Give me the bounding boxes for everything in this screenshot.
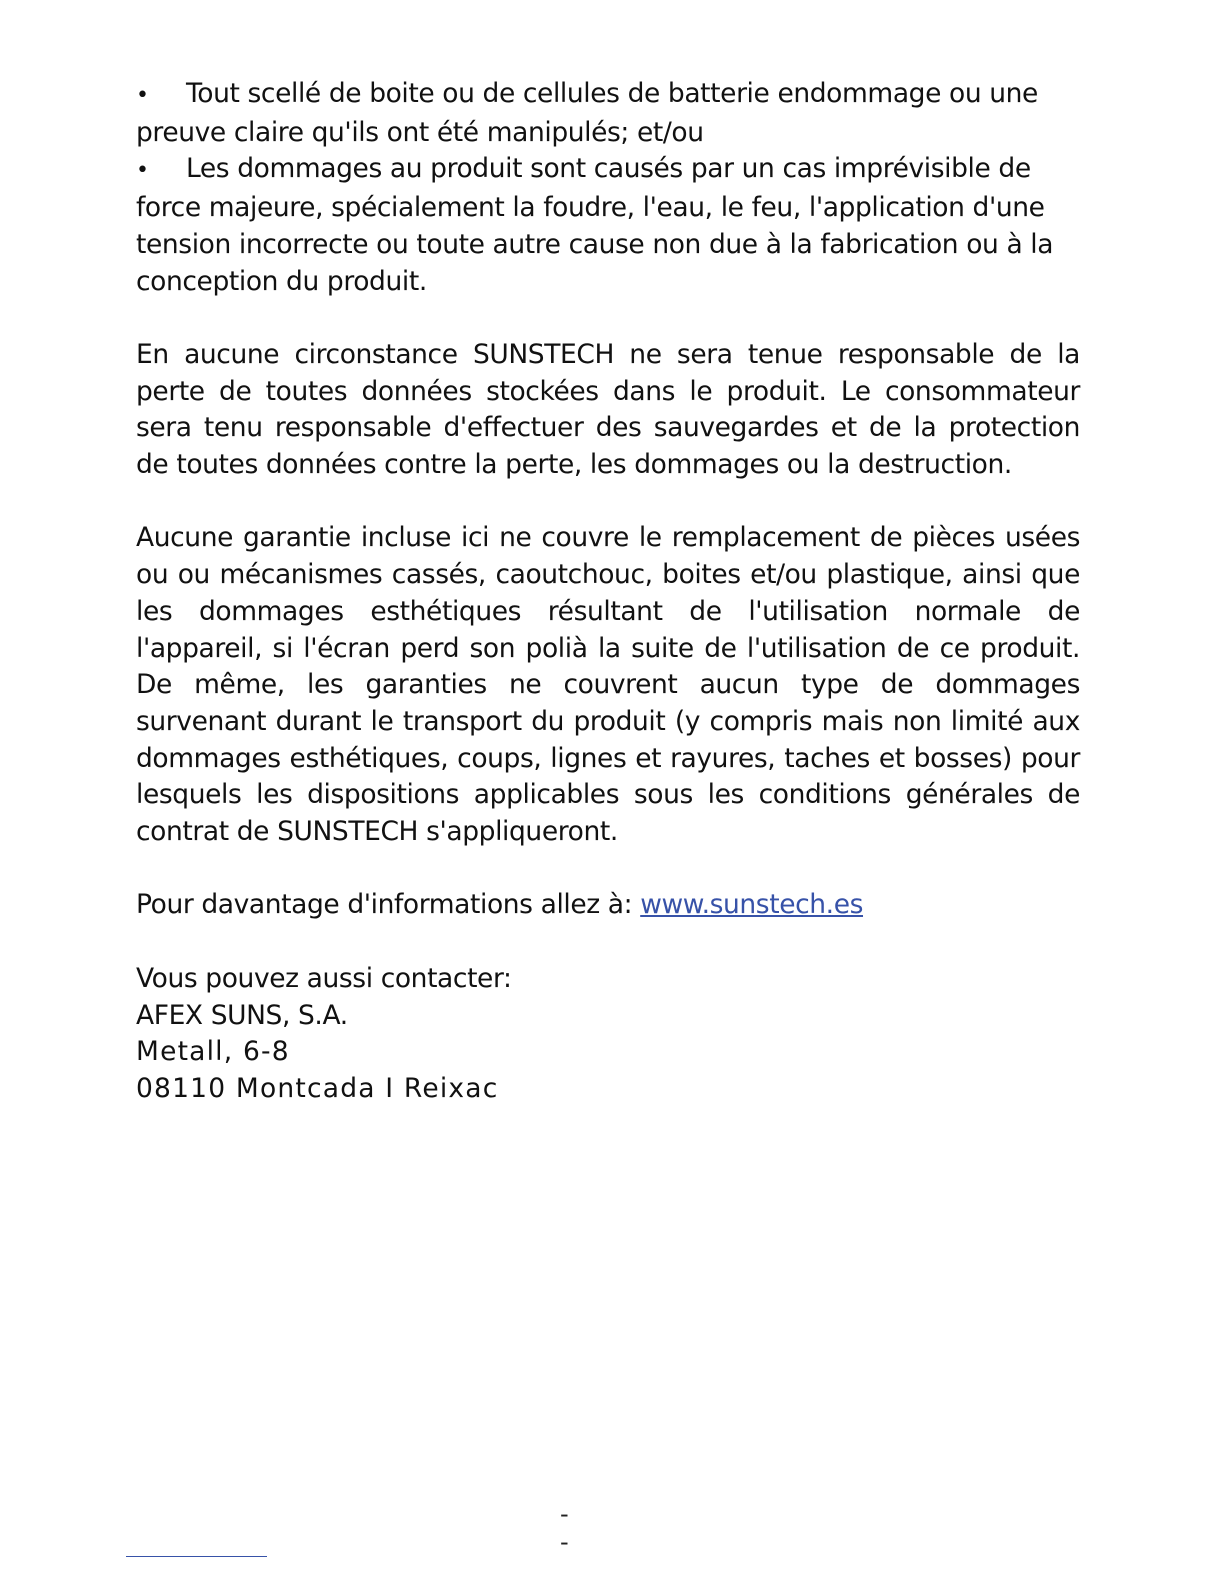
footnote-divider — [126, 1556, 267, 1557]
bullet-icon: • — [136, 158, 149, 184]
spacer — [136, 924, 1080, 961]
liability-paragraph: En aucune circonstance SUNSTECH ne sera tenue responsable de la perte de toutes données stockées dans le produit. Le consommateur sera tenu responsable d'effectuer des sauvegardes et de la protection de toutes données contre la perte, les dommages ou la destruction. — [136, 338, 1080, 481]
bullet-item-force-majeure — [136, 151, 1080, 300]
page-marker: - - — [560, 1500, 609, 1556]
website-link[interactable]: www.sunstech.es — [640, 889, 864, 921]
conditions-bullet-list — [136, 76, 1080, 300]
spacer — [136, 300, 1080, 337]
contact-city: 08110 Montcada I Reixac — [136, 1072, 499, 1104]
exclusions-paragraph: Aucune garantie incluse ici ne couvre le remplacement de pièces usées ou ou mécanismes cassés, caoutchouc, boites et/ou plastique, ainsi que les dommages esthétiques résultant de l'utilisation normale de l'appareil, si l'écran perd son polià la suite de l'utilisation de ce produit. De même, les garanties ne couvrent aucun type de dommages survenant durant le transport du produit (y compris mais non limité aux dommages esthétiques, coups, lignes et rayures, taches et bosses) pour lesquels les dispositions applicables sous les conditions générales de contrat de SUNSTECH s'appliqueront. — [136, 522, 1080, 848]
bullet-icon: • — [136, 83, 149, 108]
info-label: Pour davantage d'informations allez à: — [136, 889, 641, 921]
bullet-text: Les dommages au produit sont causés par un cas imprévisible de force majeure, spécialement la foudre, l'eau, le feu, l'application d'une tension incorrecte ou toute autre cause non due à la fabrication ou à la conception du produit. — [136, 153, 1054, 297]
spacer — [136, 851, 1080, 888]
document-page — [136, 76, 1080, 1108]
info-line — [136, 887, 1080, 924]
contact-block — [136, 961, 1080, 1108]
bullet-text: Tout scellé de boite ou de cellules de batterie endommage ou une preuve claire qu'ils ont été manipulés; et/ou — [136, 78, 1038, 148]
bullet-item-tampering — [136, 76, 1080, 151]
contact-intro: Vous pouvez aussi contacter: — [136, 962, 512, 994]
spacer — [136, 484, 1080, 521]
contact-company: AFEX SUNS, S.A. — [136, 999, 348, 1031]
contact-street: Metall, 6-8 — [136, 1036, 290, 1068]
